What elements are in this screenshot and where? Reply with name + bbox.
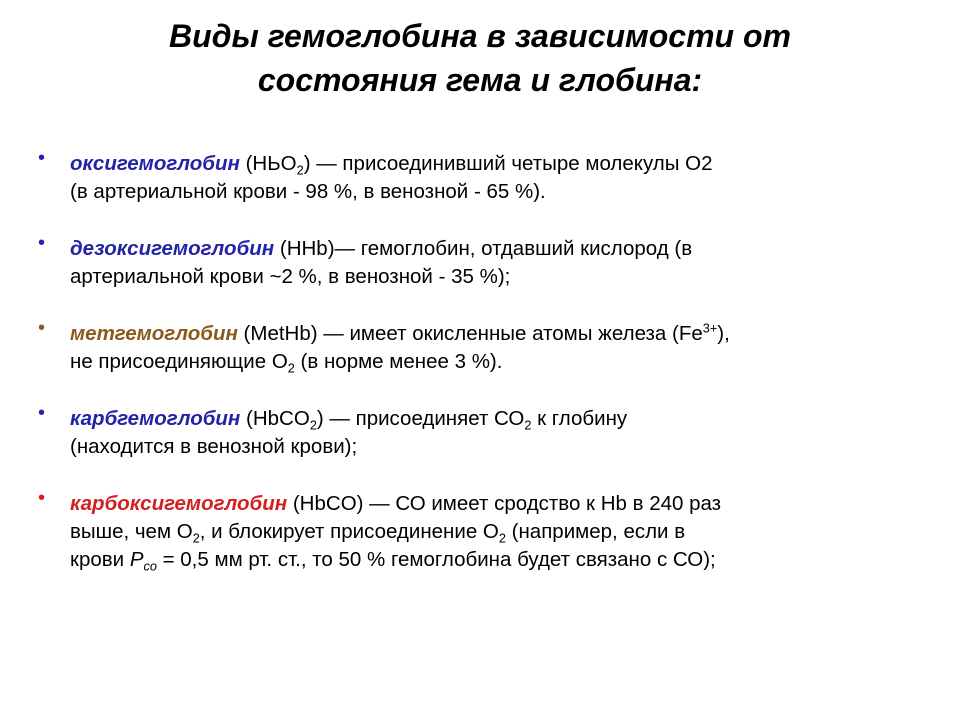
title-line-1: Виды гемоглобина в зависимости от (169, 18, 791, 54)
item-line (70, 320, 918, 348)
subscript: 2 (287, 360, 295, 376)
term-carboxyhemoglobin: карбоксигемоглобин (70, 492, 288, 515)
list-item-oxyhemoglobin (38, 147, 918, 206)
title-line-2: состояния гема и глобина: (257, 62, 703, 98)
slide-title (60, 14, 900, 102)
item-line (70, 263, 918, 291)
item-text: (находится в венозной крови); (70, 435, 358, 458)
item-text: крови (70, 548, 130, 571)
item-line (70, 348, 918, 376)
item-text: не присоединяющие О (70, 350, 288, 373)
item-line (70, 405, 918, 433)
bullet-dot: • (38, 402, 46, 424)
term-deoxyhemoglobin: дезоксигемоглобин (70, 237, 275, 260)
subscript: co (143, 558, 157, 574)
bullet-dot: • (38, 147, 46, 169)
term-carbhemoglobin: карбгемоглобин (70, 407, 241, 430)
partial-pressure-symbol: P (129, 548, 144, 571)
subscript: 2 (296, 162, 304, 178)
item-line (70, 235, 918, 263)
list-item-deoxyhemoglobin (38, 232, 918, 291)
item-text: (в артериальной крови - 98 %, в венозной - 65 %). (70, 180, 546, 203)
term-methemoglobin: метгемоглобин (70, 322, 238, 345)
item-text: , и блокирует присоединение О (199, 520, 499, 543)
item-text: (HbCO) — СО имеет сродство к Hb в 240 раз (287, 492, 722, 515)
item-line (70, 518, 918, 546)
bullet-dot: • (38, 487, 46, 509)
item-text: ) — присоединяет СО (316, 407, 525, 430)
list-item-carboxyhemoglobin (38, 487, 918, 574)
list-item-carbhemoglobin (38, 402, 918, 461)
subscript: 2 (498, 530, 506, 546)
item-text: (HbCO (240, 407, 310, 430)
item-text: (в норме менее 3 %). (294, 350, 503, 373)
item-line (70, 433, 918, 461)
item-text: (например, если в (505, 520, 686, 543)
item-text: (MetHb) — имеет окисленные атомы железа (Fe (237, 322, 703, 345)
superscript: 3+ (702, 320, 718, 336)
item-text: (HHb)— гемоглобин, отдавший кислород (в (274, 237, 693, 260)
bullet-dot: • (38, 232, 46, 254)
subscript: 2 (192, 530, 200, 546)
item-text: = 0,5 мм рт. ст., то 50 % гемоглобина будет связано с СО); (156, 548, 716, 571)
item-text: (HЬO (239, 152, 297, 175)
item-text: ) — присоединивший четыре молекулы О2 (303, 152, 713, 175)
item-text: выше, чем О (70, 520, 193, 543)
item-text: артериальной крови ~2 %, в венозной - 35 %); (70, 265, 511, 288)
subscript: 2 (309, 417, 317, 433)
item-line (70, 150, 918, 178)
bullet-dot: • (38, 317, 46, 339)
item-line (70, 546, 918, 574)
list-item-methemoglobin (38, 317, 918, 376)
subscript: 2 (524, 417, 532, 433)
item-line (70, 490, 918, 518)
item-line (70, 178, 918, 206)
term-oxyhemoglobin: оксигемоглобин (70, 152, 240, 175)
item-text: ), (717, 322, 730, 345)
item-text: к глобину (531, 407, 628, 430)
bullet-list (38, 147, 918, 574)
